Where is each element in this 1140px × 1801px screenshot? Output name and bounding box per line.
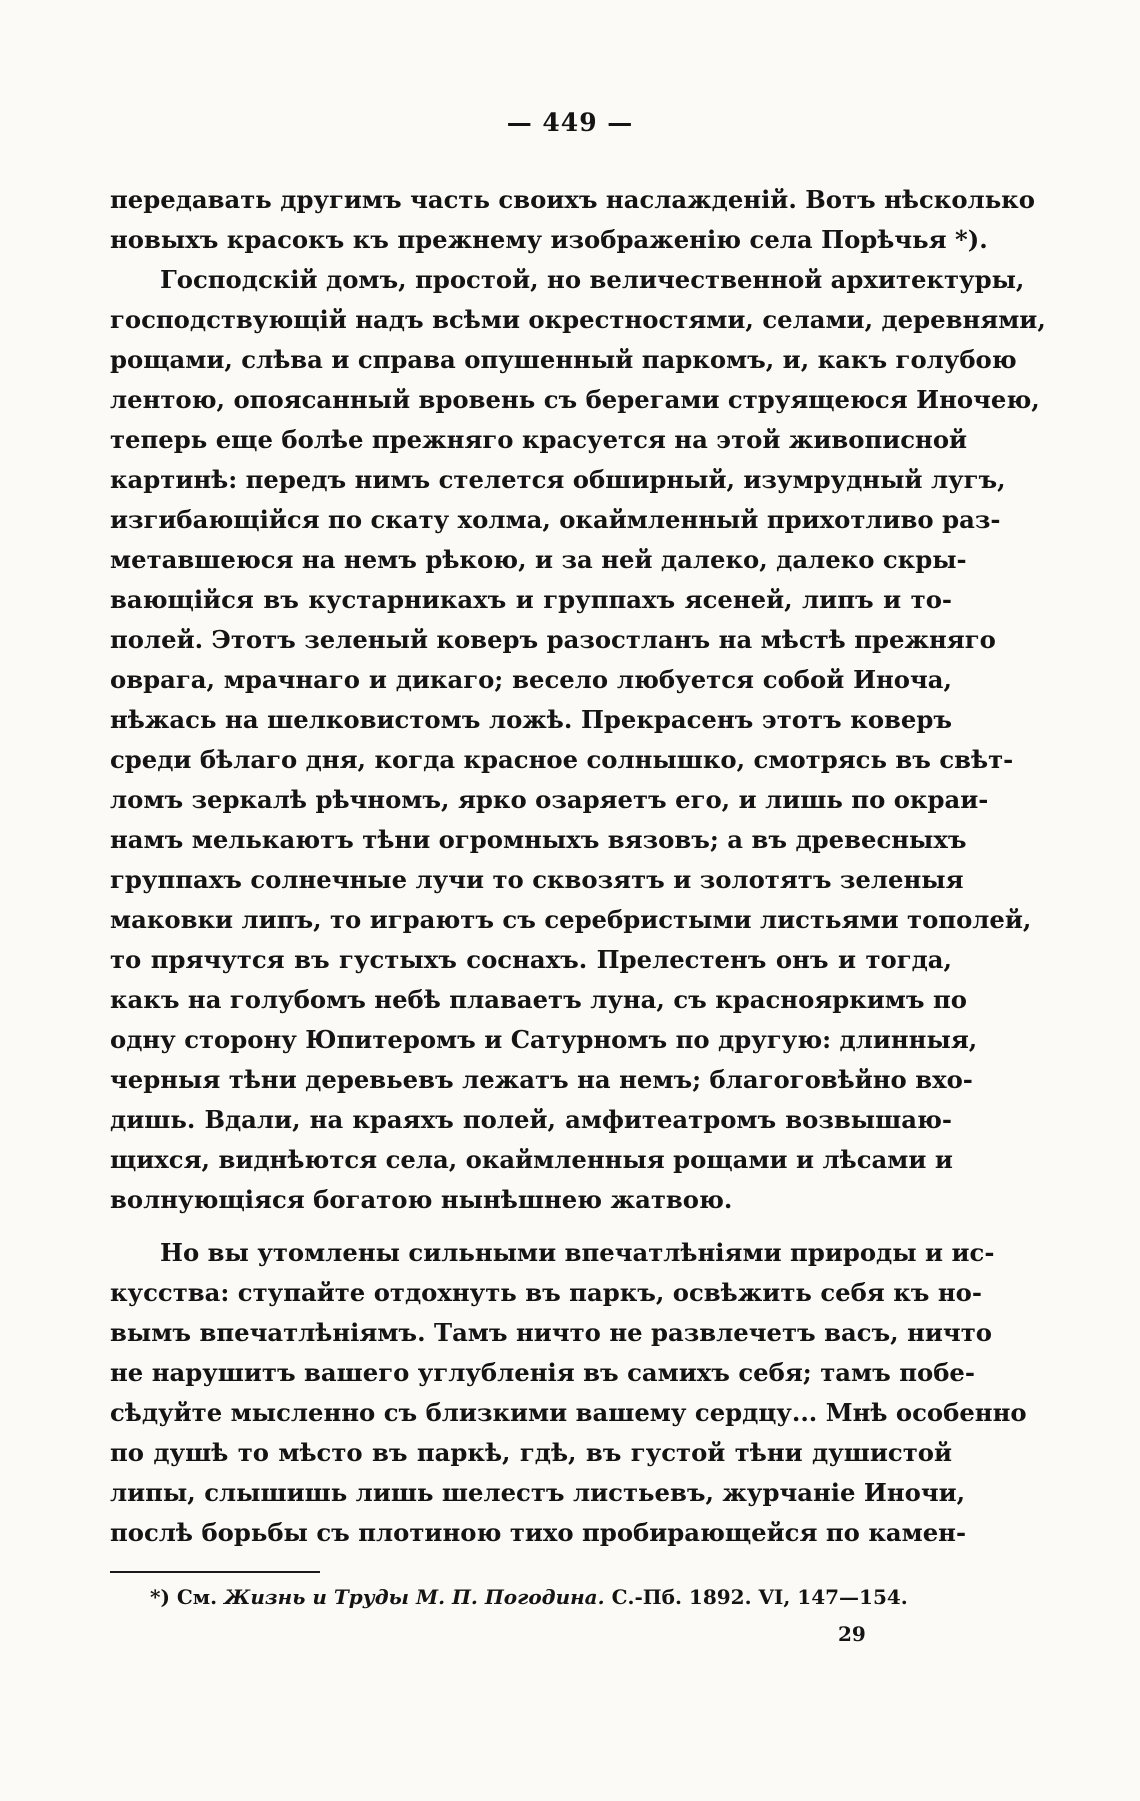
signature-mark: 29 [838,1622,866,1646]
text-line: оврага, мрачнаго и дикаго; весело любуется собой Иноча, [110,665,952,694]
text-line: намъ мелькаютъ тѣни огромныхъ вязовъ; а въ древесныхъ [110,825,967,854]
text-line: новыхъ красокъ къ прежнему изображенію села Порѣчья *). [110,225,988,254]
text-line: господствующій надъ всѣми окрестностями, селами, деревнями, [110,305,1046,334]
text-line: Господскій домъ, простой, но величественной архитектуры, [160,265,1025,294]
paragraph-gap [110,1220,952,1233]
footnote-rule [110,1571,320,1573]
text-line: картинѣ: передъ нимъ стелется обширный, изумрудный лугъ, [110,465,1006,494]
text-line: полей. Этотъ зеленый коверъ разостланъ на мѣстѣ прежняго [110,625,996,654]
text-line: послѣ борьбы съ плотиною тихо пробирающейся по камен- [110,1518,967,1547]
text-line: рощами, слѣва и справа опушенный паркомъ, и, какъ голубою [110,345,1017,374]
footnote-title: Жизнь и Труды М. П. Погодина. [224,1585,605,1609]
text-line: группахъ солнечные лучи то сквозятъ и золотятъ зеленыя [110,865,964,894]
text-line: то прячутся въ густыхъ соснахъ. Прелестенъ онъ и тогда, [110,945,952,974]
text-line: среди бѣлаго дня, когда красное солнышко, смотрясь въ свѣт- [110,745,1014,774]
text-line: по душѣ то мѣсто въ паркѣ, гдѣ, въ густой тѣни душистой [110,1438,952,1467]
text-line: маковки липъ, то играютъ съ серебристыми листьями тополей, [110,905,1032,934]
footnote [150,1582,910,1612]
text-line: вающійся въ кустарникахъ и группахъ ясеней, липъ и то- [110,585,952,614]
body-text [110,180,1046,1553]
text-line: одну сторону Юпитеромъ и Сатурномъ по другую: длинныя, [110,1025,978,1054]
footnote-marker: *) См. [150,1585,218,1609]
text-line: волнующіяся богатою нынѣшнею жатвою. [110,1185,733,1214]
text-line: дишь. Вдали, на краяхъ полей, амфитеатромъ возвышаю- [110,1105,952,1134]
text-line: не нарушитъ вашего углубленія въ самихъ себя; тамъ побе- [110,1358,975,1387]
text-line: метавшеюся на немъ рѣкою, и за ней далеко, далеко скры- [110,545,967,574]
page-number: — 449 — [506,108,634,137]
text-line: сѣдуйте мысленно съ близкими вашему сердцу... Мнѣ особенно [110,1398,1027,1427]
text-line: вымъ впечатлѣніямъ. Тамъ ничто не развлечетъ васъ, ничто [110,1318,992,1347]
text-line: передавать другимъ часть своихъ наслажденій. Вотъ нѣсколько [110,185,1035,214]
text-line: липы, слышишь лишь шелестъ листьевъ, журчаніе Иночи, [110,1478,966,1507]
text-line: изгибающійся по скату холма, окаймленный прихотливо раз- [110,505,1001,534]
text-line: кусства: ступайте отдохнуть въ паркъ, освѣжить себя къ но- [110,1278,982,1307]
text-line: Но вы утомлены сильными впечатлѣніями природы и ис- [160,1238,995,1267]
text-line: щихся, виднѣются села, окаймленныя рощами и лѣсами и [110,1145,953,1174]
text-line: теперь еще болѣе прежняго красуется на этой живописной [110,425,968,454]
text-line: какъ на голубомъ небѣ плаваетъ луна, съ краснояркимъ по [110,985,967,1014]
footnote-citation: С.-Пб. 1892. VI, 147—154. [611,1585,908,1609]
text-line: нѣжась на шелковистомъ ложѣ. Прекрасенъ этотъ коверъ [110,705,952,734]
text-line: лентою, опоясанный вровень съ берегами струящеюся Иночею, [110,385,1040,414]
text-line: ломъ зеркалѣ рѣчномъ, ярко озаряетъ его, и лишь по окраи- [110,785,989,814]
text-line: черныя тѣни деревьевъ лежатъ на немъ; благоговѣйно вхо- [110,1065,973,1094]
